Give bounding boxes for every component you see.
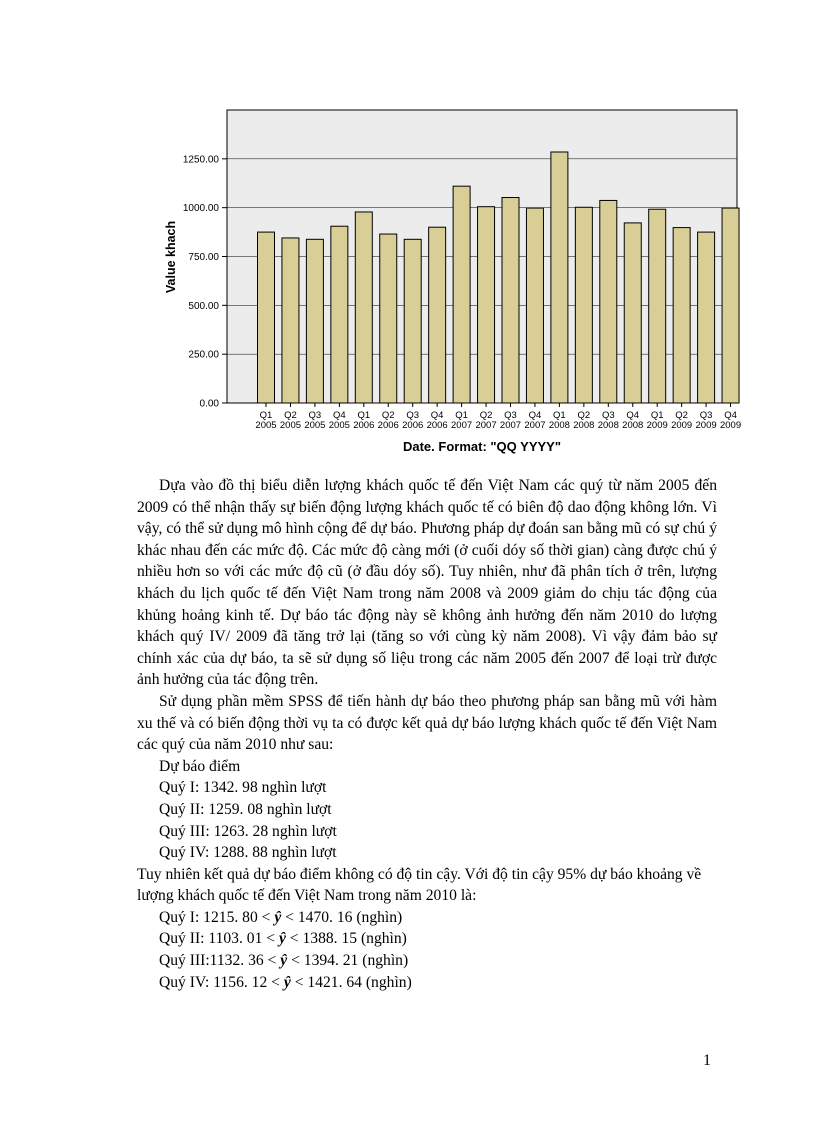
x-tick-label-quarter: Q2 — [381, 410, 395, 421]
x-tick-label-year: 2007 — [524, 420, 546, 431]
point-forecast-heading: Dự báo điểm — [159, 757, 241, 775]
x-tick-label-quarter: Q4 — [528, 410, 542, 421]
x-tick-label-year: 2007 — [499, 420, 522, 431]
bar-q4-2005 — [331, 226, 348, 403]
x-tick-label-quarter: Q1 — [553, 410, 566, 421]
interval-forecast-q4: Quý IV: 1156. 12 < ŷ < 1421. 64 (nghìn) — [159, 973, 412, 991]
x-axis-label: Date. Format: "QQ YYYY" — [402, 439, 562, 454]
bar-q4-2006 — [429, 227, 446, 403]
bar-q1-2006 — [355, 212, 372, 403]
bar-q2-2008 — [575, 207, 592, 403]
x-tick-label-quarter: Q1 — [357, 410, 371, 421]
bar-q3-2009 — [698, 232, 715, 403]
y-tick-label: 1000.00 — [182, 203, 219, 215]
bar-q1-2005 — [258, 232, 275, 403]
bar-q4-2008 — [624, 223, 641, 403]
x-tick-label-quarter: Q3 — [406, 410, 420, 421]
bar-q3-2007 — [502, 198, 519, 403]
x-tick-label-quarter: Q3 — [601, 410, 615, 421]
interval-forecast-q3: Quý III:1132. 36 < ŷ < 1394. 21 (nghìn) — [159, 952, 409, 970]
y-tick-label: 250.00 — [188, 349, 219, 361]
point-forecast-q4: Quý IV: 1288. 88 nghìn lượt — [159, 844, 337, 862]
x-tick-label-quarter: Q1 — [455, 410, 468, 421]
bar-q1-2007 — [453, 186, 470, 403]
y-axis-label: Value khach — [164, 220, 178, 294]
paragraph-interval-intro: Tuy nhiên kết quả dự báo điểm không có độ tin cậy. Với độ tin cậy 95% dự báo khoảng về lượng khách quốc tế đến Việt Nam trong năm 2010 là: — [137, 865, 702, 905]
x-tick-label-year: 2009 — [646, 420, 668, 431]
bar-chart — [150, 105, 780, 465]
x-tick-label-quarter: Q3 — [504, 410, 517, 421]
x-tick-label-quarter: Q2 — [284, 410, 297, 421]
x-tick-label-quarter: Q3 — [699, 410, 713, 421]
bar-q2-2006 — [380, 234, 397, 403]
interval-forecast-q2: Quý II: 1103. 01 < ŷ < 1388. 15 (nghìn) — [159, 930, 407, 948]
x-tick-label-year: 2009 — [671, 420, 693, 431]
page-number: 1 — [703, 1052, 711, 1069]
x-tick-label-quarter: Q2 — [675, 410, 688, 421]
y-tick-label: 1250.00 — [182, 154, 219, 166]
x-tick-label-year: 2007 — [451, 420, 473, 431]
x-tick-label-quarter: Q2 — [577, 410, 591, 421]
bar-q4-2009 — [722, 208, 739, 403]
bar-q3-2008 — [600, 200, 617, 403]
bar-q1-2009 — [649, 209, 666, 403]
y-tick-label: 0.00 — [199, 398, 219, 410]
x-tick-label-quarter: Q4 — [626, 410, 640, 421]
bar-q2-2007 — [478, 207, 495, 403]
interval-forecast-q1: Quý I: 1215. 80 < ŷ < 1470. 16 (nghìn) — [159, 908, 403, 926]
x-tick-label-year: 2008 — [622, 420, 644, 431]
x-tick-label-year: 2006 — [353, 420, 375, 431]
x-tick-label-quarter: Q4 — [430, 410, 444, 421]
x-tick-label-quarter: Q4 — [333, 410, 346, 421]
x-tick-label-year: 2008 — [573, 420, 595, 431]
bar-q2-2009 — [673, 228, 690, 403]
point-forecast-q3: Quý III: 1263. 28 nghìn lượt — [159, 822, 337, 840]
x-tick-label-year: 2008 — [548, 420, 570, 431]
x-tick-label-year: 2006 — [402, 420, 424, 431]
x-tick-label-quarter: Q2 — [479, 410, 493, 421]
x-tick-label-quarter: Q1 — [259, 410, 273, 421]
bar-q1-2008 — [551, 152, 568, 403]
x-tick-label-year: 2007 — [475, 420, 497, 431]
x-tick-label-quarter: Q1 — [650, 410, 664, 421]
x-tick-label-quarter: Q4 — [724, 410, 737, 421]
bar-q3-2006 — [404, 239, 421, 403]
x-tick-label-year: 2006 — [426, 420, 448, 431]
y-tick-label: 750.00 — [188, 252, 219, 263]
x-tick-label-year: 2006 — [377, 420, 399, 431]
x-tick-label-year: 2008 — [597, 420, 619, 431]
paragraph-spss-method: Sử dụng phần mềm SPSS để tiến hành dự báo theo phương pháp san bằng mũ với hàm xu thế và có biến động thời vụ ta có được kết quả dự báo lượng khách quốc tế đến Việt Nam các quý của năm 2010 như sau: — [137, 692, 717, 754]
point-forecast-q1: Quý I: 1342. 98 nghìn lượt — [159, 779, 327, 797]
point-forecast-q2: Quý II: 1259. 08 nghìn lượt — [159, 800, 332, 818]
x-tick-label-quarter: Q3 — [308, 410, 322, 421]
x-tick-label-year: 2005 — [255, 420, 277, 431]
body-text — [137, 475, 717, 993]
x-tick-label-year: 2009 — [719, 420, 742, 431]
bar-q4-2007 — [526, 208, 543, 403]
bar-q2-2005 — [282, 238, 299, 403]
x-tick-label-year: 2005 — [328, 420, 350, 431]
x-tick-label-year: 2005 — [304, 420, 326, 431]
x-tick-label-year: 2009 — [695, 420, 717, 431]
paragraph-chart-analysis: Dựa vào đồ thị biểu diễn lượng khách quốc tế đến Việt Nam các quý từ năm 2005 đến 2009 có thể nhận thấy sự biến động lượng khách quốc tế có biên độ dao động không lớn. Vì vậy, có thể sử dụng mô hình cộng để dự báo. Phương pháp dự đoán san bằng mũ có sự chú ý khác nhau đến các mức độ. Các mức độ càng mới (ở cuối dóy số thời gian) càng được chú ý nhiều hơn so với các mức độ cũ (ở đầu dóy số). Tuy nhiên, như đã phân tích ở trên, lượng khách du lịch quốc tế đến Việt Nam trong năm 2008 và 2009 giảm do chịu tác động của khủng hoảng kinh tế. Dự báo tác động này sẽ không ảnh hưởng đến năm 2010 do lượng khách quý IV/ 2009 đã tăng trở lại (tăng so với cùng kỳ năm 2008). Vì vậy đảm bảo sự chính xác của dự báo, ta sẽ sử dụng số liệu trong các năm 2005 đến 2007 để loại trừ được ảnh hưởng của tác động trên. — [137, 477, 717, 689]
bar-q3-2005 — [306, 239, 323, 403]
x-tick-label-year: 2005 — [279, 420, 302, 431]
y-tick-label: 500.00 — [188, 300, 219, 312]
